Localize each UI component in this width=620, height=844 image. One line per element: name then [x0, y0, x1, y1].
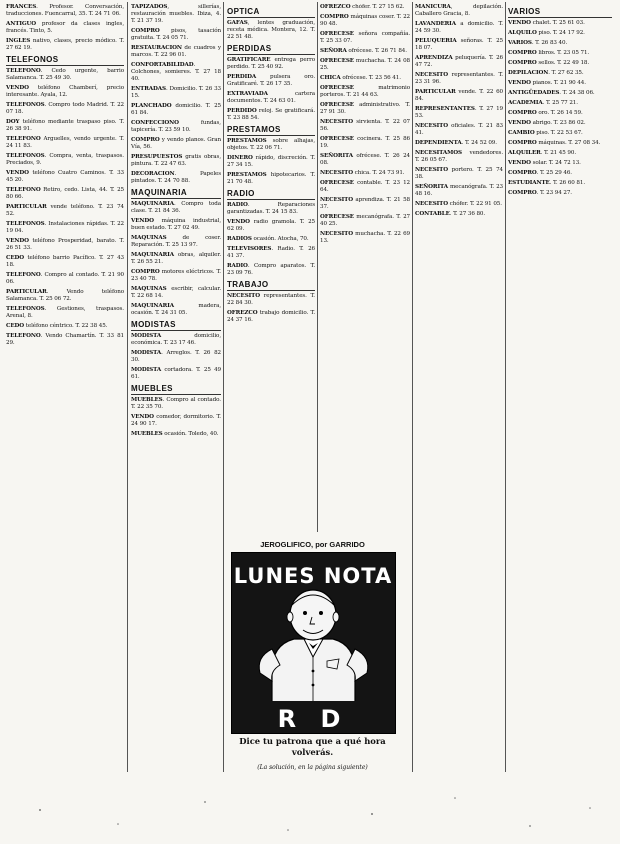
classified-ad: COMPRO pisos, tasación gratuita. T. 24 05 71. — [131, 28, 221, 41]
classified-ad: PARTICULAR vende teléfono. T. 23 74 52. — [6, 204, 124, 217]
classified-ad: GRATIFICARE entrega perro perdido. T. 25 40 92. — [227, 57, 315, 70]
classified-ad: VENDO pianos. T. 21 90 44. — [508, 80, 586, 86]
classified-ad: VENDO comedor, dormitorio. T. 24 90 17. — [131, 414, 221, 427]
classified-ad: DEPENDIENTA. T. 24 52 09. — [415, 140, 497, 146]
classified-ad: OFREZCO trabajo domicilio. T. 24 37 16. — [227, 310, 315, 323]
section-heading: VARIOS — [508, 7, 612, 18]
classified-ad: MUEBLES ocasión. Toledo, 40. — [131, 431, 219, 437]
classified-ad: VENDO teléfono Prosperidad, barato. T. 26 51 33. — [6, 238, 124, 251]
classified-ad: OFRECESE señora compañía. T. 25 33 07. — [320, 31, 410, 44]
classified-ad: DECORACION. Papeles pintados. T. 24 70 88. — [131, 171, 221, 184]
classified-ad: PARTICULAR. Vendo teléfono Salamanca. T. 25 06 72. — [6, 289, 124, 302]
column-6 — [508, 4, 612, 200]
classified-ad: NECESITO muchacha. T. 22 69 13. — [320, 231, 410, 244]
classified-ad: MAQUINARIA obras, alquiler. T. 26 55 21. — [131, 252, 221, 265]
rebus-cartoon — [225, 540, 400, 775]
classified-ad: PRESTAMOS sobre alhajas, objetos. T. 22 06 71. — [227, 138, 315, 151]
section-heading: OPTICA — [227, 7, 315, 18]
classified-ad: DOY teléfono mediante traspaso piso. T. 26 38 91. — [6, 119, 124, 132]
classified-ad: MAQUINARIA. Compro toda clase. T. 21 84 36. — [131, 201, 221, 214]
section-heading: TRABAJO — [227, 280, 315, 291]
classified-ad: TAPIZADOS, sillerías, restauración muebles. Ibiza, 4. T. 21 37 19. — [131, 4, 221, 24]
classified-ad: CEDO teléfono céntrico. T. 22 38 45. — [6, 323, 108, 329]
cartoon-drawing — [232, 553, 395, 733]
classified-ad: NECESITO aprendiza. T. 21 58 37. — [320, 197, 410, 210]
classified-ad: OFRECESE contable. T. 23 12 64. — [320, 180, 410, 193]
column-divider — [127, 2, 128, 772]
classified-ad: MAQUINARIA madera, ocasión. T. 24 31 05. — [131, 303, 221, 316]
section-heading: PRESTAMOS — [227, 125, 315, 136]
classified-ad: VENDO teléfono Cuatro Caminos. T. 33 45 20. — [6, 170, 124, 183]
classified-ad: NECESITO chica. T. 24 73 91. — [320, 170, 405, 176]
classified-ad: RADIO. Compro aparatos. T. 23 09 76. — [227, 263, 315, 276]
section-heading: MAQUINARIA — [131, 188, 221, 199]
classified-ad: MUEBLES. Compro al contado. T. 22 35 70. — [131, 397, 221, 410]
classified-ad: VENDO teléfono Chamberí, precio interesante. Ayala, 12. — [6, 85, 124, 98]
classified-ad: COMPRO motores eléctricos. T. 23 40 78. — [131, 269, 221, 282]
classified-ad: ACADEMIA. T. 25 77 21. — [508, 100, 578, 106]
classified-ad: TELEFONO. Cedo urgente, barrio Salamanca. T. 25 49 30. — [6, 68, 124, 81]
classified-ad: COMPRO y vendo planos. Gran Vía, 56. — [131, 137, 221, 150]
classified-ad: RADIO. Reparaciones garantizadas. T. 24 15 83. — [227, 202, 315, 215]
classified-ad: REPRESENTANTES. T. 27 19 53. — [415, 106, 503, 119]
classified-ad: ESTUDIANTE. T. 26 60 81. — [508, 180, 586, 186]
cartoon-caption: Dice tu patrona que a qué hora volverás. — [239, 736, 386, 757]
classified-ad: FRANCES. Profesor. Conversación, traducciones. Fuencarral, 35. T. 24 71 06. — [6, 4, 124, 17]
section-heading: MUEBLES — [131, 384, 221, 395]
section-heading: TELEFONOS — [6, 55, 124, 66]
classified-ad: DEPILACION. T. 27 62 35. — [508, 70, 584, 76]
classified-ad: NECESITO representantes. T. 23 31 96. — [415, 72, 503, 85]
classified-ad: CHICA ofrécese. T. 23 56 41. — [320, 75, 401, 81]
classified-ad: ALQUILO piso. T. 24 17 92. — [508, 30, 585, 36]
classified-ad: VENDO solar. T. 24 72 13. — [508, 160, 581, 166]
classified-ad: COMPRO. T. 23 94 27. — [508, 190, 572, 196]
classified-ad: TELEVISORES. Radio. T. 26 41 37. — [227, 246, 315, 259]
section-heading: MODISTAS — [131, 320, 221, 331]
section-heading: PERDIDAS — [227, 44, 315, 55]
cartoon-solution-note: (La solución, en la página siguiente) — [257, 764, 368, 771]
column-divider — [317, 2, 318, 532]
classified-ad: COMPRO. T. 25 29 46. — [508, 170, 572, 176]
classified-ad: NECESITO sirvienta. T. 22 07 56. — [320, 119, 410, 132]
classified-ad: RADIOS ocasión. Atocha, 70. — [227, 236, 309, 242]
cartoon-illustration — [231, 552, 396, 734]
classified-ad: PERDIDO reloj. Se gratificará. T. 23 88 54. — [227, 108, 315, 121]
classified-ad: CONFORTABILIDAD. Colchones, somieres. T. 27 18 40. — [131, 62, 221, 82]
column-5 — [415, 4, 503, 221]
classified-ad: CONTABLE. T. 27 36 80. — [415, 211, 486, 217]
classified-ad: SEÑORITA ofrécese. T. 26 24 08. — [320, 153, 410, 166]
classified-ad: PLANCHADO domicilio. T. 25 61 84. — [131, 103, 221, 116]
classified-ad: RESTAURACION de cuadros y marcos. T. 22 96 01. — [131, 45, 221, 58]
classified-ad: PARTICULAR vende. T. 22 60 84. — [415, 89, 503, 102]
cartoon-text-bottom: R D — [277, 705, 349, 733]
classified-ad: ANTIGUO profesor da clases ingles, francés. Tinto, 5. — [6, 21, 124, 34]
classified-ad: GAFAS, lentes graduación, receta médica. Montera, 12. T. 22 51 48. — [227, 20, 315, 40]
classified-ad: COMPRO sellos. T. 22 49 18. — [508, 60, 590, 66]
classified-ad: LAVANDERIA a domicilio. T. 24 59 30. — [415, 21, 503, 34]
classified-ad: MODISTA domicilio, económica. T. 23 17 46. — [131, 333, 221, 346]
classified-ad: TELEFONO. Compro al contado. T. 21 90 06. — [6, 272, 124, 285]
classified-ad: MODISTA cortadora. T. 25 49 61. — [131, 367, 221, 380]
classified-ad: NECESITO representantes. T. 22 84 30. — [227, 293, 315, 306]
classified-ad: NECESITAMOS vendedores. T. 26 05 67. — [415, 150, 503, 163]
classified-ad: ALQUILER. T. 21 45 90. — [508, 150, 576, 156]
classified-ad: VENDO chalet. T. 25 61 03. — [508, 20, 585, 26]
classified-ad: TELEFONO Arguelles, vendo urgente. T. 24 11 83. — [6, 136, 124, 149]
column-3 — [227, 4, 315, 534]
classified-ad: CAMBIO piso. T. 22 53 67. — [508, 130, 583, 136]
classified-ad: PRESTAMOS hipotecarios. T. 21 70 48. — [227, 172, 315, 185]
classified-ad: COMPRO máquinas. T. 27 08 34. — [508, 140, 601, 146]
classified-ad: SEÑORA ofrécese. T. 26 71 84. — [320, 48, 407, 54]
classified-ad: INGLES nativo, clases, precio módico. T. 27 62 19. — [6, 38, 124, 51]
classified-ad: TELEFONO. Vendo Chamartín. T. 33 81 29. — [6, 333, 124, 346]
classified-ad: NECESITO portero. T. 25 74 38. — [415, 167, 503, 180]
classified-ad: MAQUINAS escribir, calcular. T. 22 68 14. — [131, 286, 221, 299]
classified-ad: VENDO máquina industrial, buen estado. T. 27 02 49. — [131, 218, 221, 231]
classified-ad: NECESITO chófer. T. 22 91 05. — [415, 201, 502, 207]
classified-ad: COMPRO libros. T. 23 05 71. — [508, 50, 590, 56]
classified-ad: OFRECESE matrimonio porteros. T. 21 44 63. — [320, 85, 410, 98]
classified-ad: CEDO teléfono barrio Pacífico. T. 27 43 18. — [6, 255, 124, 268]
classified-ad: CONFECCIONO fundas, tapicería. T. 23 59 10. — [131, 120, 221, 133]
classified-ad: COMPRO máquinas coser. T. 22 90 48. — [320, 14, 410, 27]
classified-ad: APRENDIZA peluquería. T. 26 47 72. — [415, 55, 503, 68]
column-divider — [412, 2, 413, 772]
cartoon-text-top: LUNES NOTA — [233, 564, 393, 588]
classified-ad: OFREZCO chófer. T. 27 15 62. — [320, 4, 405, 10]
column-4 — [320, 4, 410, 534]
column-divider — [223, 2, 224, 772]
classified-ad: TELEFONOS. Compro todo Madrid. T. 22 07 18. — [6, 102, 124, 115]
classified-ad: TELEFONO Retiro, cedo. Lista, 44. T. 25 80 66. — [6, 187, 124, 200]
classified-ad: OFRECESE cocinera. T. 25 86 19. — [320, 136, 410, 149]
classified-ad: MANICURA, depilación. Caballero Gracia, 8. — [415, 4, 503, 17]
classified-ad: TELEFONOS. Compra, venta, traspasos. Preciados, 9. — [6, 153, 124, 166]
classified-ad: DINERO rápido, discreción. T. 27 34 15. — [227, 155, 315, 168]
classified-ad: ANTIGÜEDADES. T. 24 38 06. — [508, 90, 595, 96]
column-divider — [505, 2, 506, 772]
classified-ad: SEÑORITA mecanógrafa. T. 23 48 16. — [415, 184, 503, 197]
classified-ad: VENDO abrigo. T. 23 86 02. — [508, 120, 586, 126]
classified-ad: ENTRADAS. Domicilio. T. 26 33 15. — [131, 86, 221, 99]
section-heading: RADIO — [227, 189, 315, 200]
classified-ad: OFRECESE mecanógrafa. T. 27 40 25. — [320, 214, 410, 227]
classified-ad: VARIOS. T. 26 83 40. — [508, 40, 568, 46]
classified-ad: NECESITO oficiales. T. 21 83 41. — [415, 123, 503, 136]
classified-ad: TELEFONOS. Instalaciones rápidas. T. 22 19 04. — [6, 221, 124, 234]
classified-ad: MAQUINAS de coser. Reparación. T. 25 13 97. — [131, 235, 221, 248]
classified-ad: PELUQUERIA señoras. T. 25 18 07. — [415, 38, 503, 51]
classified-ad: VENDO radio gramola. T. 25 62 09. — [227, 219, 315, 232]
classified-ad: PRESUPUESTOS gratis obras, pintura. T. 22 47 63. — [131, 154, 221, 167]
cartoon-title: JEROGLIFICO, por GARRIDO — [260, 540, 365, 549]
classified-ad: OFRECESE administrativo. T. 27 91 30. — [320, 102, 410, 115]
page-bottom-margin — [0, 780, 620, 844]
classified-ad: COMPRO oro. T. 26 14 59. — [508, 110, 583, 116]
classified-ad: TELEFONOS. Gestiones, traspasos. Arenal, 8. — [6, 306, 124, 319]
classified-ad: EXTRAVIADA cartera documentos. T. 24 63 01. — [227, 91, 315, 104]
classified-ad: MODISTA. Arreglos. T. 26 82 30. — [131, 350, 221, 363]
classified-ad: PERDIDA pulsera oro. Gratificaré. T. 26 17 35. — [227, 74, 315, 87]
column-2 — [131, 4, 221, 441]
column-1 — [6, 4, 124, 350]
classified-ad: OFRECESE muchacha. T. 24 08 25. — [320, 58, 410, 71]
